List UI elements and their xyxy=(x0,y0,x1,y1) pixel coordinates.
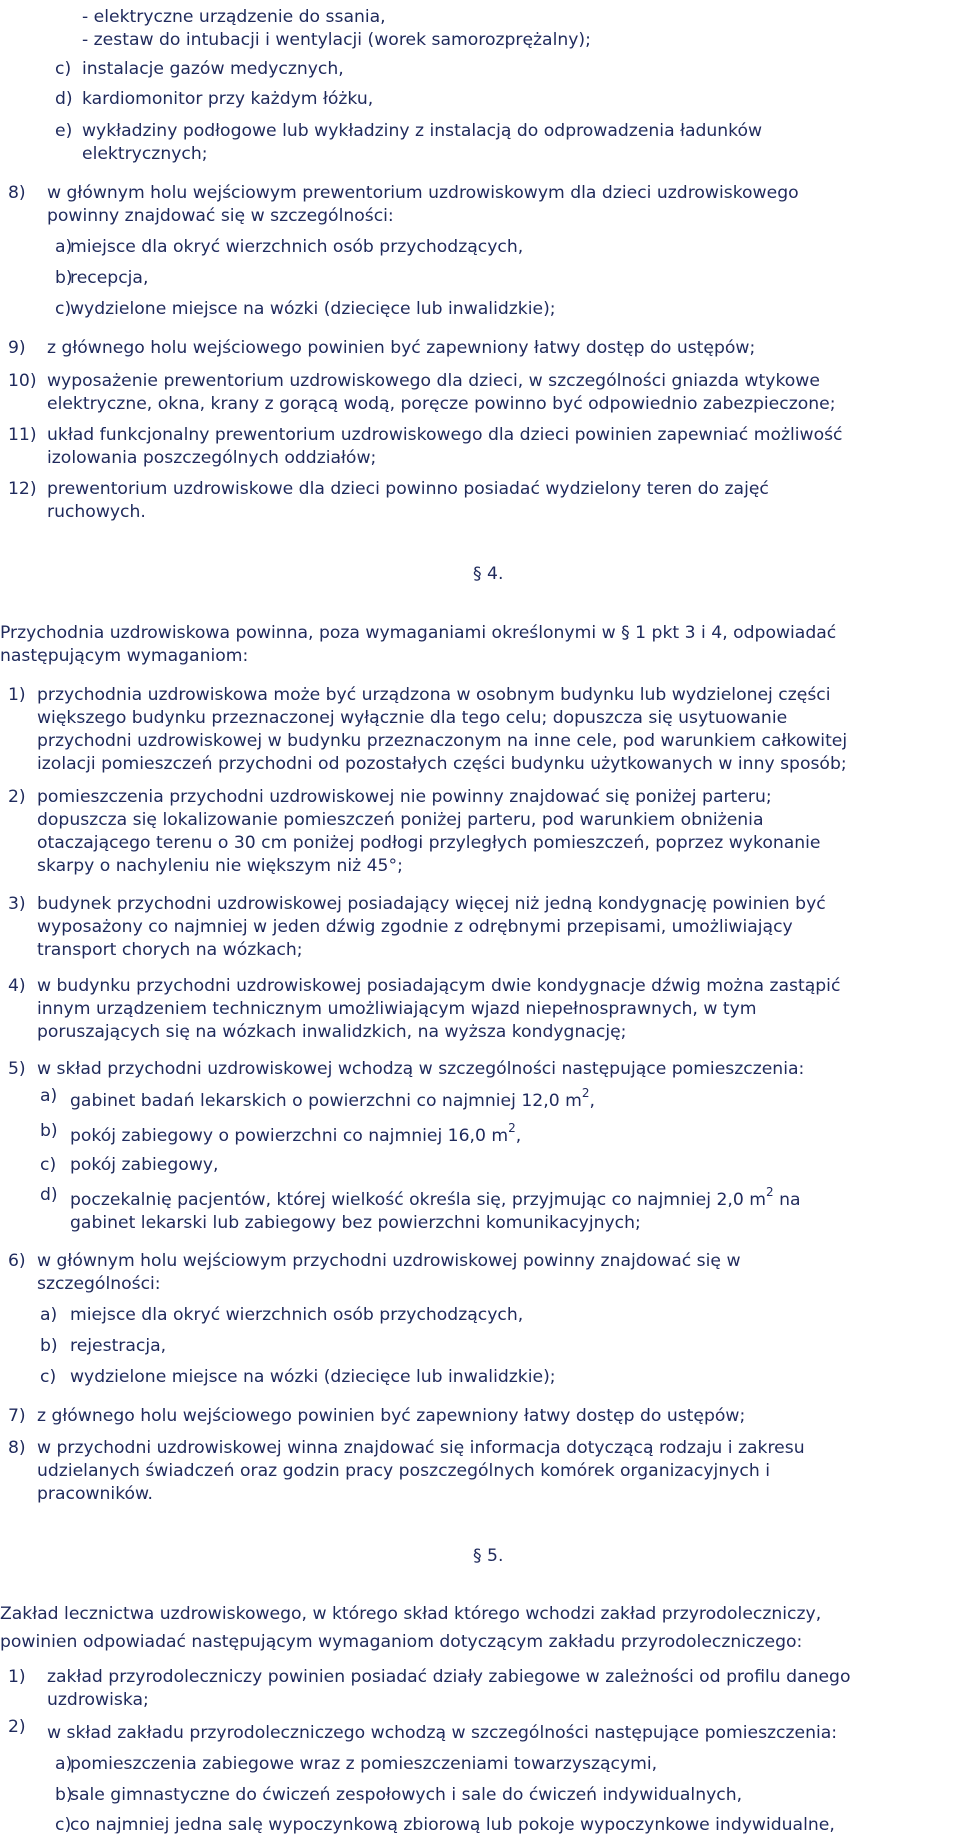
dash-item: - zestaw do intubacji i wentylacji (worek samorozprężalny); xyxy=(82,30,591,50)
item-text: w skład zakładu przyrodoleczniczego wchodzą w szczególności następujące pomieszczenia: xyxy=(47,1723,838,1743)
list-label: b) xyxy=(40,1336,58,1356)
list-text: wydzielone miejsce na wózki (dziecięce lub inwalidzkie); xyxy=(70,1367,556,1387)
item-label: 6) xyxy=(8,1251,26,1271)
section-heading: § 5. xyxy=(473,1546,504,1566)
list-label: a) xyxy=(55,1754,73,1774)
item-text: elektryczne, okna, krany z gorącą wodą, poręcze powinno być odpowiednio zabezpieczone; xyxy=(47,394,836,414)
item-text: przychodni uzdrowiskowej w budynku przeznaczonym na inne cele, pod warunkiem całkowitej xyxy=(37,731,848,751)
item-text: poruszających się na wózkach inwalidzkich, na wyższa kondygnację; xyxy=(37,1022,627,1042)
list-label: b) xyxy=(40,1121,58,1141)
item-label: 1) xyxy=(8,685,26,705)
list-text: instalacje gazów medycznych, xyxy=(82,59,344,79)
list-text: poczekalnię pacjentów, której wielkość określa się, przyjmując co najmniej 2,0 $m^2$ na xyxy=(70,1185,801,1210)
list-text: recepcja, xyxy=(70,268,149,288)
list-text: elektrycznych; xyxy=(82,144,208,164)
item-text: transport chorych na wózkach; xyxy=(37,940,303,960)
item-text: izolacji pomieszczeń przychodni od pozostałych części budynku użytkowanych w inny sposób; xyxy=(37,754,847,774)
item-label: 10) xyxy=(8,371,37,391)
list-label: c) xyxy=(40,1367,57,1387)
item-text: w głównym holu wejściowym prewentorium uzdrowiskowym dla dzieci uzdrowiskowego xyxy=(47,183,799,203)
item-text: z głównego holu wejściowego powinien być zapewniony łatwy dostęp do ustępów; xyxy=(37,1406,746,1426)
list-text: kardiomonitor przy każdym łóżku, xyxy=(82,89,374,109)
item-text: z głównego holu wejściowego powinien być zapewniony łatwy dostęp do ustępów; xyxy=(47,338,756,358)
item-text: w głównym holu wejściowym przychodni uzdrowiskowej powinny znajdować się w xyxy=(37,1251,741,1271)
list-label: c) xyxy=(55,299,72,319)
item-text: uzdrowiska; xyxy=(47,1690,149,1710)
section-heading: § 4. xyxy=(473,564,504,584)
item-text: dopuszcza się lokalizowanie pomieszczeń poniżej parteru, pod warunkiem obniżenia xyxy=(37,810,764,830)
item-text: udzielanych świadczeń oraz godzin pracy poszczególnych komórek organizacyjnych i xyxy=(37,1461,770,1481)
item-text: innym urządzeniem technicznym umożliwiającym wjazd niepełnosprawnych, w tym xyxy=(37,999,757,1019)
paragraph: następującym wymaganiom: xyxy=(0,646,249,666)
list-text: gabinet badań lekarskich o powierzchni co najmniej 12,0 $m^2$, xyxy=(70,1086,595,1111)
item-label: 2) xyxy=(8,1717,26,1737)
item-label: 12) xyxy=(8,479,37,499)
item-text: pracowników. xyxy=(37,1484,153,1504)
item-text: pomieszczenia przychodni uzdrowiskowej nie powinny znajdować się poniżej parteru; xyxy=(37,787,772,807)
item-label: 3) xyxy=(8,894,26,914)
item-text: prewentorium uzdrowiskowe dla dzieci powinno posiadać wydzielony teren do zajęć xyxy=(47,479,769,499)
item-label: 7) xyxy=(8,1406,26,1426)
item-text: w budynku przychodni uzdrowiskowej posiadającym dwie kondygnacje dźwig można zastąpić xyxy=(37,976,841,996)
item-text: zakład przyrodoleczniczy powinien posiadać działy zabiegowe w zależności od profilu danego xyxy=(47,1667,851,1687)
dash-item: - elektryczne urządzenie do ssania, xyxy=(82,7,386,27)
item-text: ruchowych. xyxy=(47,502,146,522)
paragraph: powinien odpowiadać następującym wymaganiom dotyczącym zakładu przyrodoleczniczego: xyxy=(0,1632,803,1652)
item-label: 11) xyxy=(8,425,37,445)
list-label: c) xyxy=(55,59,72,79)
paragraph: Zakład lecznictwa uzdrowiskowego, w którego skład którego wchodzi zakład przyrodoleczniczy, xyxy=(0,1604,822,1624)
list-text: rejestracja, xyxy=(70,1336,167,1356)
list-label: b) xyxy=(55,268,73,288)
list-label: c) xyxy=(40,1155,57,1175)
item-text: budynek przychodni uzdrowiskowej posiadający więcej niż jedną kondygnację powinien być xyxy=(37,894,826,914)
item-label: 8) xyxy=(8,1438,26,1458)
list-text: sale gimnastyczne do ćwiczeń zespołowych i sale do ćwiczeń indywidualnych, xyxy=(70,1785,743,1805)
list-text: pokój zabiegowy o powierzchni co najmniej 16,0 $m^2$, xyxy=(70,1121,522,1146)
list-text: wykładziny podłogowe lub wykładziny z instalacją do odprowadzenia ładunków xyxy=(82,121,763,141)
list-label: d) xyxy=(55,89,73,109)
item-text: powinny znajdować się w szczególności: xyxy=(47,206,394,226)
item-text: otaczającego terenu o 30 cm poniżej podłogi przyległych pomieszczeń, poprzez wykonanie xyxy=(37,833,821,853)
list-label: c) xyxy=(55,1815,72,1835)
item-label: 4) xyxy=(8,976,26,996)
list-text: wydzielone miejsce na wózki (dziecięce lub inwalidzkie); xyxy=(70,299,556,319)
paragraph: Przychodnia uzdrowiskowa powinna, poza wymaganiami określonymi w § 1 pkt 3 i 4, odpowiadać xyxy=(0,623,837,643)
list-text: pomieszczenia zabiegowe wraz z pomieszczeniami towarzyszącymi, xyxy=(70,1754,658,1774)
item-label: 1) xyxy=(8,1667,26,1687)
list-text: gabinet lekarski lub zabiegowy bez powierzchni komunikacyjnych; xyxy=(70,1213,641,1233)
item-label: 5) xyxy=(8,1059,26,1079)
item-text: izolowania poszczególnych oddziałów; xyxy=(47,448,377,468)
item-text: wyposażony co najmniej w jeden dźwig zgodnie z odrębnymi przepisami, umożliwiający xyxy=(37,917,793,937)
item-text: skarpy o nachyleniu nie większym niż 45°; xyxy=(37,856,403,876)
item-text: przychodnia uzdrowiskowa może być urządzona w osobnym budynku lub wydzielonej części xyxy=(37,685,831,705)
list-text: miejsce dla okryć wierzchnich osób przychodzących, xyxy=(70,1305,524,1325)
item-text: większego budynku przeznaczonej wyłącznie dla tego celu; dopuszcza się usytuowanie xyxy=(37,708,788,728)
list-label: a) xyxy=(55,237,73,257)
list-label: e) xyxy=(55,121,73,141)
item-label: 2) xyxy=(8,787,26,807)
list-text: pokój zabiegowy, xyxy=(70,1155,219,1175)
list-label: b) xyxy=(55,1785,73,1805)
item-label: 8) xyxy=(8,183,26,203)
list-text: miejsce dla okryć wierzchnich osób przychodzących, xyxy=(70,237,524,257)
list-text: co najmniej jedna salę wypoczynkową zbiorową lub pokoje wypoczynkowe indywidualne, xyxy=(70,1815,835,1835)
item-text: w przychodni uzdrowiskowej winna znajdować się informacja dotyczącą rodzaju i zakresu xyxy=(37,1438,805,1458)
item-text: układ funkcjonalny prewentorium uzdrowiskowego dla dzieci powinien zapewniać możliwość xyxy=(47,425,843,445)
item-label: 9) xyxy=(8,338,26,358)
item-text: szczególności: xyxy=(37,1274,161,1294)
list-label: a) xyxy=(40,1086,58,1106)
list-label: d) xyxy=(40,1185,58,1205)
item-text: w skład przychodni uzdrowiskowej wchodzą w szczególności następujące pomieszczenia: xyxy=(37,1059,805,1079)
item-text: wyposażenie prewentorium uzdrowiskowego dla dzieci, w szczególności gniazda wtykowe xyxy=(47,371,820,391)
list-label: a) xyxy=(40,1305,58,1325)
